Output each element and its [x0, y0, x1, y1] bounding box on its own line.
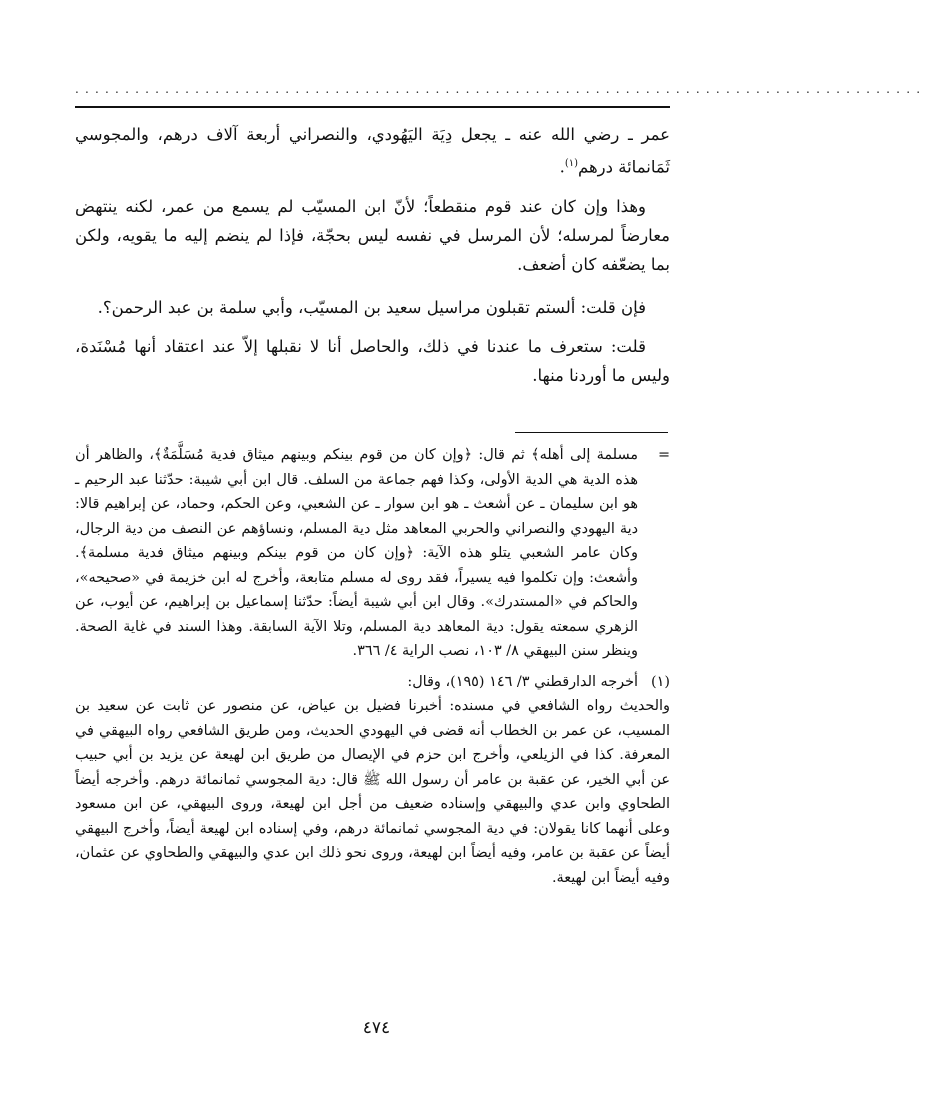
header-dotted-line: ..................................................................................... [75, 82, 926, 96]
paragraph-4: قلت: ستعرف ما عندنا في ذلك، والحاصل أنا لا نقبلها إلاّ عند اعتقاد أنها مُسْنَدة، وليس ما أوردنا منها. [75, 336, 670, 385]
paragraph-3: فإن قلت: ألستم تقبلون مراسيل سعيد بن المسيّب، وأبي سلمة بن عبد الرحمن؟. [97, 297, 646, 317]
footnote-1-mark: (١) [651, 673, 670, 690]
footnote-ref-1: (١) [564, 158, 578, 169]
footnote-1-body: والحديث رواه الشافعي في مسنده: أخبرنا فضيل بن عياض، عن منصور عن ثابت عن سعيد بن المسيب، عن عمر بن الخطاب أنه قضى في اليهودي الحديث، ومن طريق الشافعي رواه البيهقي في المعرفة. كذا في الزيلعي، وأخرج ابن حزم في الإيصال من طريق ابن لهيعة عن يزيد بن أبي حبيب عن أبي الخير، عن عقبة بن عامر أن رسول الله ﷺ قال: دية المجوسي ثمانمائة درهم. وأخرجه أيضاً الطحاوي وابن عدي والبيهقي وإسناده ضعيف من أجل ابن لهيعة، وروى البيهقي، عن ابن مسعود وعلى أنهما كانا يقولان: في دية المجوسي ثمانمائة درهم، وفي إسناده ابن لهيعة أيضاً، وأخرج البيهقي أيضاً عن عقبة بن عامر، وفيه أيضاً ابن لهيعة، وروى نحو ذلك ابن عدي والبيهقي والطحاوي عن عثمان، وفيه أيضاً ابن لهيعة. [75, 698, 670, 886]
paragraph-1-text: عمر ـ رضي الله عنه ـ يجعل دِيَة اليَهُودي، والنصراني أربعة آلاف درهم، والمجوسي ثَمَانمائة درهم [75, 125, 670, 177]
continuation-mark: = [657, 447, 670, 463]
paragraph-1 [75, 120, 670, 182]
footnote-separator [515, 432, 668, 433]
footnote-1-first-line: أخرجه الدارقطني ٣/ ١٤٦ (١٩٥)، وقال: [407, 673, 638, 690]
header-rule [75, 106, 670, 108]
paragraph-1-end: . [559, 157, 565, 177]
paragraph-2: وهذا وإن كان عند قوم منقطعاً؛ لأنّ ابن المسيّب لم يسمع من عمر، لكنه ينتهض معارضاً لمرسله؛ لأن المرسل في نفسه ليس بحجّة، فإذا لم ينضم إليه ما يقويه، ولكن بما يضعّفه كان أضعف. [75, 196, 670, 274]
footnote-continued [75, 443, 670, 664]
footnotes [75, 443, 670, 896]
main-text [75, 120, 670, 404]
footnote-continued-text: مسلمة إلى أهله﴾ ثم قال: ﴿وإن كان من قوم بينكم وبينهم ميثاق فدية مُسَلَّمَةٌ﴾، والظاهر أن هذه الدية هي الدية الأولى، وكذا فهم جماعة من السلف. قال ابن أبي شيبة: حدّثنا عبد الرحيم ـ هو ابن سليمان ـ عن أشعث ـ هو ابن سوار ـ عن الشعبي، وعن الحكم، وحماد، عن إبراهيم قالا: دية اليهودي والنصراني والحربي المعاهد مثل دية المسلم، ونساؤهم عن النصف من دية الرجال، وكان عامر الشعبي يتلو هذه الآية: ﴿وإن كان من قوم بينكم وبينهم ميثاق فدية مسلمة﴾. وأشعث: وإن تكلموا فيه يسيراً، فقد روى له مسلم متابعة، وأخرج له ابن خزيمة في «صحيحه»، والحاكم في «المستدرك». وقال ابن أبي شيبة أيضاً: حدّثنا إسماعيل بن إبراهيم، عن أيوب، عن الزهري سمعته يقول: دية المعاهد دية المسلم، وتلا الآية السابقة. وهذا السند في غاية الصحة. وينظر سنن البيهقي ٨/ ١٠٣، نصب الراية ٤/ ٣٦٦. [75, 447, 638, 659]
footnote-1 [75, 670, 670, 891]
page-number: ٤٧٤ [362, 1018, 391, 1038]
